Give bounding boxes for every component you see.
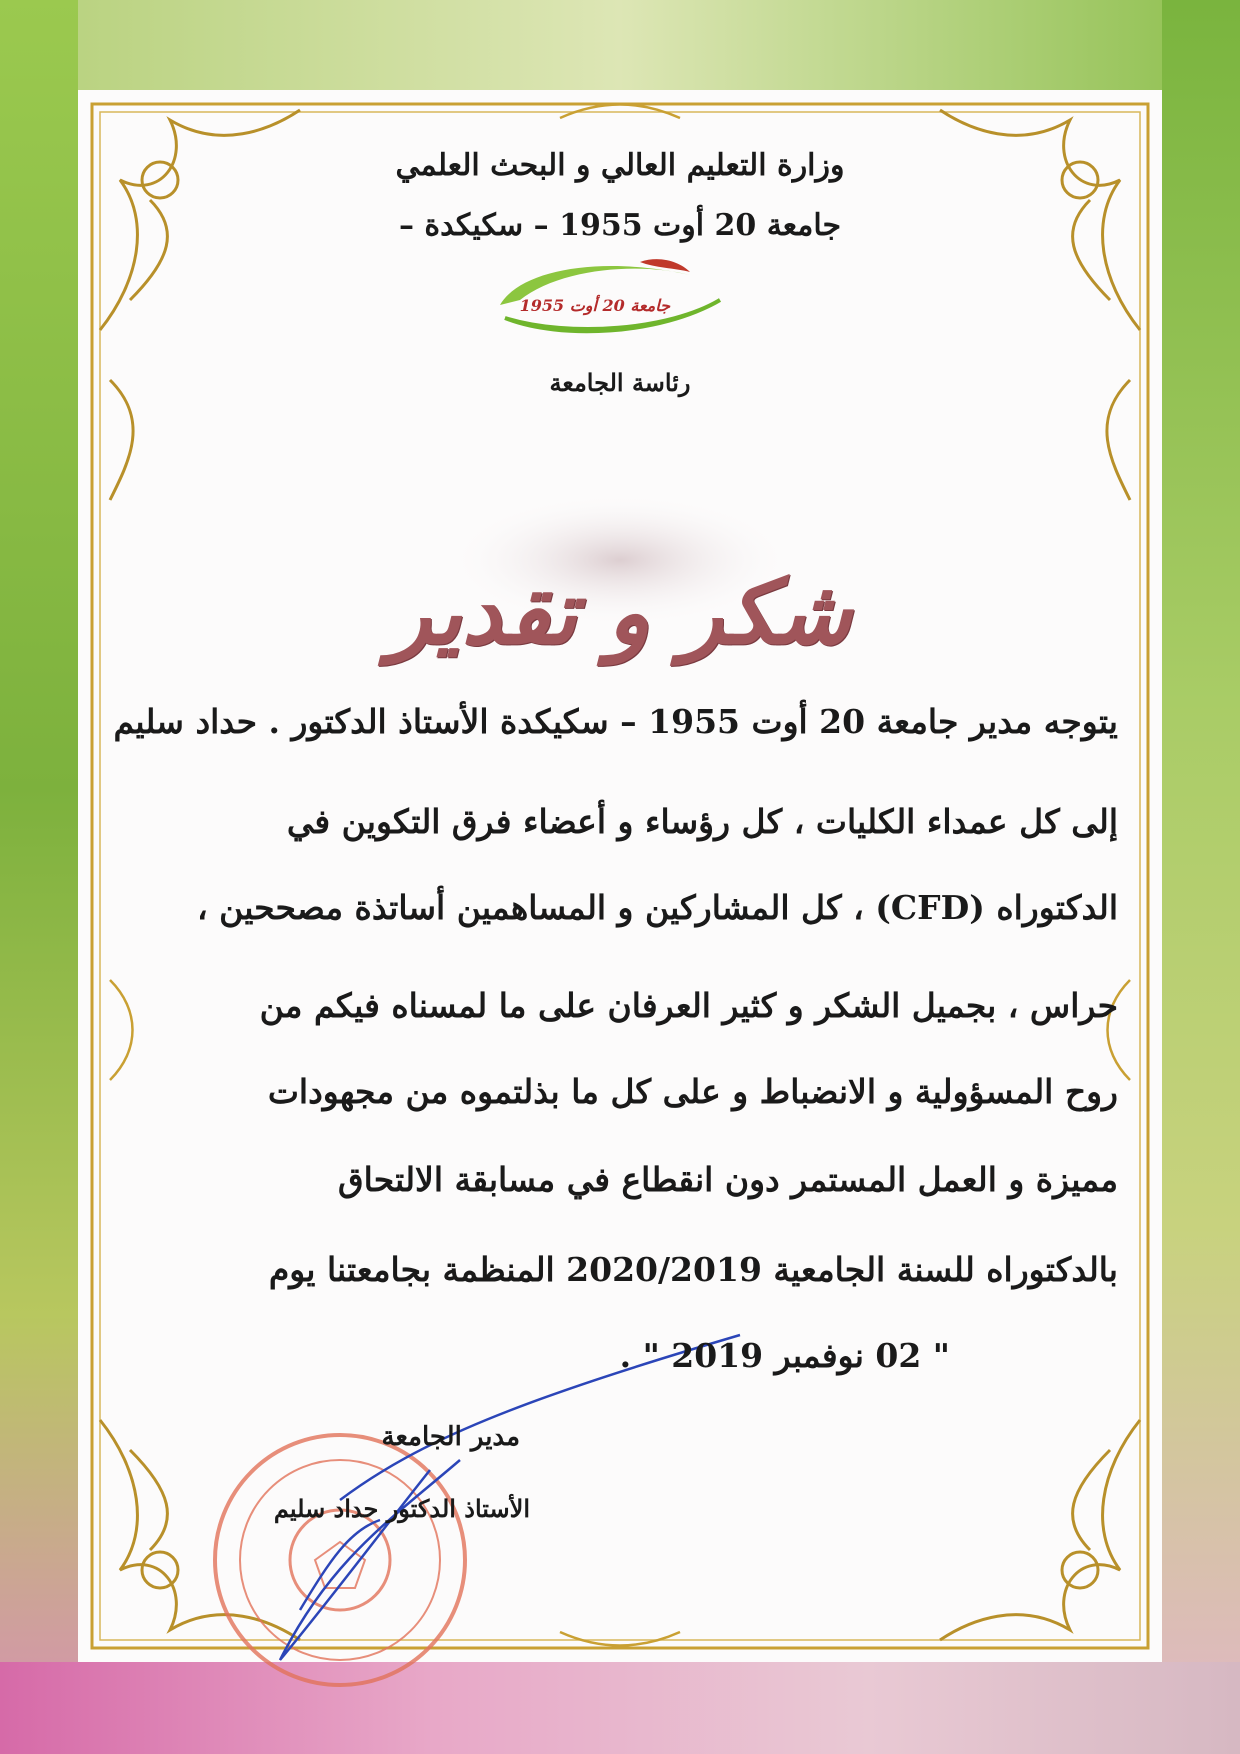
body-line-6: مميزة و العمل المستمر دون انقطاع في مسابقة الالتحاق: [338, 1160, 1118, 1199]
signature-title: مدير الجامعة: [381, 1422, 520, 1452]
ministry-heading: وزارة التعليم العالي و البحث العلمي: [395, 148, 845, 183]
frame-left: [0, 0, 78, 1754]
certificate-title: شكر و تقدير: [388, 560, 852, 664]
body-line-3: الدكتوراه (CFD) ، كل المشاركين و المساهمين أساتذة مصححين ،: [196, 888, 1118, 927]
body-line-2: إلى كل عمداء الكليات ، كل رؤساء و أعضاء فرق التكوين في: [286, 802, 1118, 841]
university-heading: جامعة 20 أوت 1955 – سكيكدة –: [398, 208, 842, 243]
body-line-1: يتوجه مدير جامعة 20 أوت 1955 – سكيكدة الأستاذ الدكتور . حداد سليم: [113, 702, 1118, 741]
frame-bottom: [0, 1662, 1240, 1754]
signature-name: الأستاذ الدكتور حداد سليم: [273, 1494, 530, 1523]
body-line-5: روح المسؤولية و الانضباط و على كل ما بذلتموه من مجهودات: [267, 1072, 1118, 1111]
frame-right: [1162, 0, 1240, 1754]
body-line-8-date: " 02 نوفمبر 2019 " .: [619, 1336, 950, 1375]
presidency-heading: رئاسة الجامعة: [549, 368, 691, 397]
body-line-4: حراس ، بجميل الشكر و كثير العرفان على ما لمسناه فيكم من: [259, 986, 1118, 1025]
logo-caption: جامعة 20 أوت 1955: [519, 296, 670, 315]
frame-top: [0, 0, 1240, 90]
body-line-7: بالدكتوراه للسنة الجامعية 2020/2019 المنظمة بجامعتنا يوم: [268, 1250, 1118, 1289]
